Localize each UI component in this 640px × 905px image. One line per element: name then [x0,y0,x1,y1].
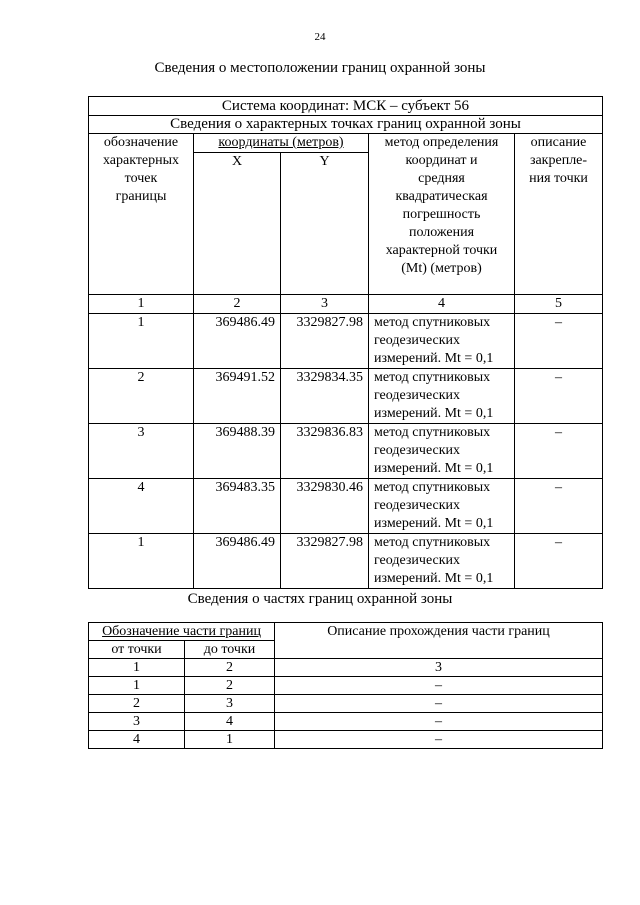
passage-description: – [275,713,603,731]
coord-x: 369486.49 [194,534,281,589]
to-point: 2 [185,677,275,695]
passage-description: – [275,677,603,695]
table-row [89,695,603,713]
point-description: – [515,369,603,424]
heading-parts: Сведения о частях границ охранной зоны [187,591,453,607]
column-number: 2 [185,659,275,677]
table-row [89,713,603,731]
point-id: 2 [89,369,194,424]
header-description: описание закрепле- ния точки [515,134,603,295]
coord-y: 3329834.35 [281,369,369,424]
point-id: 1 [89,314,194,369]
column-number: 2 [194,295,281,314]
coord-y: 3329827.98 [281,314,369,369]
coord-y: 3329836.83 [281,424,369,479]
header-from-point: от точки [89,641,185,659]
table-row [89,314,603,369]
header-to-point: до точки [185,641,275,659]
to-point: 1 [185,731,275,749]
header-row-1 [89,134,603,153]
table-row [89,677,603,695]
system-row [89,97,603,116]
point-description: – [515,479,603,534]
passage-description: – [275,731,603,749]
from-point: 4 [89,731,185,749]
column-numbers-row [89,295,603,314]
header-point: обозначение характерных точек границы [89,134,194,295]
coord-x: 369488.39 [194,424,281,479]
column-number: 5 [515,295,603,314]
column-number: 1 [89,659,185,677]
point-description: – [515,314,603,369]
table-row [89,731,603,749]
point-id: 3 [89,424,194,479]
coord-y: 3329830.46 [281,479,369,534]
header-designation: Обозначение части границ [89,623,275,641]
method-cell: метод спутниковых геодезических измерений. Mt = 0,1 [369,479,515,534]
from-point: 3 [89,713,185,731]
coord-x: 369483.35 [194,479,281,534]
points-table [88,96,603,589]
header-method: метод определения координат и средняя квадратическая погрешность положения характерной точки (Mt) (метров) [369,134,515,295]
to-point: 3 [185,695,275,713]
coord-y: 3329827.98 [281,534,369,589]
system-label: Система координат: МСК – субъект 56 [89,97,603,116]
passage-description: – [275,695,603,713]
coord-x: 369486.49 [194,314,281,369]
point-id: 4 [89,479,194,534]
column-number: 3 [275,659,603,677]
from-point: 1 [89,677,185,695]
table-row [89,369,603,424]
parts-table [88,622,603,749]
heading-location: Сведения о местоположении границ охранной зоны [154,60,486,76]
method-cell: метод спутниковых геодезических измерений. Mt = 0,1 [369,534,515,589]
parts-column-numbers-row [89,659,603,677]
table-row [89,424,603,479]
zone-label: Сведения о характерных точках границ охранной зоны [89,116,603,134]
page-number: 24 [314,31,326,43]
coord-x: 369491.52 [194,369,281,424]
method-cell: метод спутниковых геодезических измерений. Mt = 0,1 [369,424,515,479]
to-point: 4 [185,713,275,731]
table-row [89,479,603,534]
column-number: 4 [369,295,515,314]
method-cell: метод спутниковых геодезических измерений. Mt = 0,1 [369,369,515,424]
header-x: X [194,153,281,295]
header-passage-description: Описание прохождения части границ [275,623,603,659]
method-cell: метод спутниковых геодезических измерений. Mt = 0,1 [369,314,515,369]
point-description: – [515,534,603,589]
point-id: 1 [89,534,194,589]
column-number: 1 [89,295,194,314]
zone-row [89,116,603,134]
point-description: – [515,424,603,479]
parts-header-row-1 [89,623,603,641]
table-row [89,534,603,589]
from-point: 2 [89,695,185,713]
header-y: Y [281,153,369,295]
column-number: 3 [281,295,369,314]
header-coords: координаты (метров) [194,134,369,153]
